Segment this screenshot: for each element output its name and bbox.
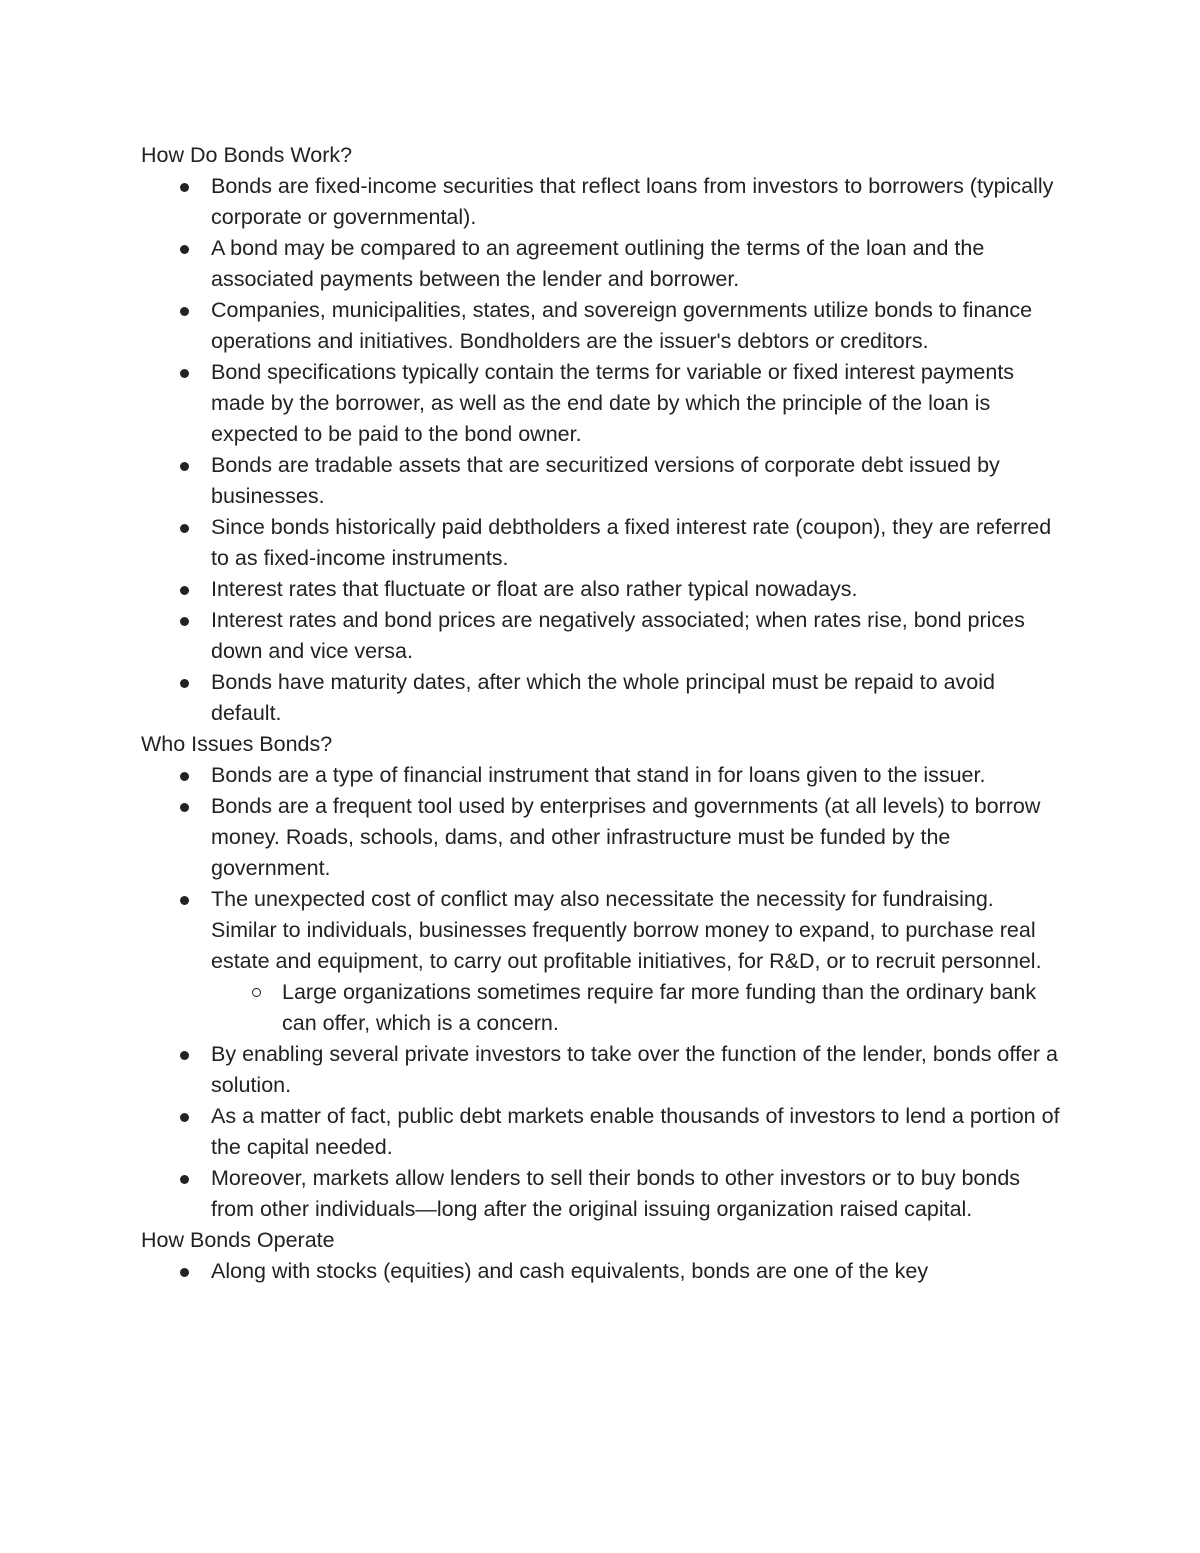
- list-item-text: A bond may be compared to an agreement outlining the terms of the loan and the associated payments between the lender and borrower.: [211, 236, 985, 291]
- list-item: [141, 233, 1061, 295]
- list-item-text: Interest rates that fluctuate or float are also rather typical nowadays.: [211, 577, 858, 601]
- list-item-text: As a matter of fact, public debt markets enable thousands of investors to lend a portion of the capital needed.: [211, 1104, 1060, 1159]
- bullet-dot-icon: [180, 1268, 189, 1277]
- list-item-text: Along with stocks (equities) and cash equivalents, bonds are one of the key: [211, 1259, 929, 1283]
- list-item-text: Since bonds historically paid debtholders a fixed interest rate (coupon), they are referred to as fixed-income instruments.: [211, 515, 1052, 570]
- list-item: [141, 1163, 1061, 1225]
- list-item-text: Bonds are a type of financial instrument that stand in for loans given to the issuer.: [211, 763, 986, 787]
- list-item: [141, 574, 1061, 605]
- bullet-dot-icon: [180, 462, 189, 471]
- bullet-dot-icon: [180, 1175, 189, 1184]
- list-item-text: Companies, municipalities, states, and sovereign governments utilize bonds to finance operations and initiatives. Bondholders are the issuer's debtors or creditors.: [211, 298, 1033, 353]
- list-item: [141, 760, 1061, 791]
- bullet-dot-icon: [180, 1113, 189, 1122]
- bullet-list: [141, 171, 1071, 729]
- bullet-dot-icon: [180, 617, 189, 626]
- bullet-list: [141, 760, 1071, 1225]
- list-item: [141, 357, 1061, 450]
- section-heading-how-do-bonds-work: How Do Bonds Work?: [141, 143, 353, 167]
- bullet-dot-icon: [180, 524, 189, 533]
- list-item-text: The unexpected cost of conflict may also necessitate the necessity for fundraising. Similar to individuals, businesses frequently borrow money to expand, to purchase real estate and equipment, to carry out profitable initiatives, for R&D, or to recruit personnel.: [211, 887, 1042, 973]
- bullet-dot-icon: [180, 369, 189, 378]
- list-item: [141, 1101, 1061, 1163]
- list-item: [141, 295, 1061, 357]
- bullet-list: [141, 1256, 1071, 1287]
- list-item-text: Interest rates and bond prices are negatively associated; when rates rise, bond prices down and vice versa.: [211, 608, 1025, 663]
- bullet-dot-icon: [180, 183, 189, 192]
- document-body: [141, 140, 1071, 1287]
- bullet-dot-icon: [180, 679, 189, 688]
- list-item-text: Bonds are fixed-income securities that reflect loans from investors to borrowers (typically corporate or governmental).: [211, 174, 1054, 229]
- list-item-text: Bonds are a frequent tool used by enterprises and governments (at all levels) to borrow money. Roads, schools, dams, and other infrastructure must be funded by the government.: [211, 794, 1041, 880]
- list-item: [141, 884, 1061, 1039]
- list-item-text: By enabling several private investors to take over the function of the lender, bonds offer a solution.: [211, 1042, 1058, 1097]
- hollow-bullet-icon: [252, 988, 261, 997]
- list-item: [141, 171, 1061, 233]
- section-heading-who-issues-bonds: Who Issues Bonds?: [141, 732, 333, 756]
- list-item: [141, 1256, 1061, 1287]
- list-item-text: Moreover, markets allow lenders to sell their bonds to other investors or to buy bonds from other individuals—long after the original issuing organization raised capital.: [211, 1166, 1021, 1221]
- section-heading-how-bonds-operate: How Bonds Operate: [141, 1228, 335, 1252]
- list-item-text: Bond specifications typically contain the terms for variable or fixed interest payments made by the borrower, as well as the end date by which the principle of the loan is expected to be paid to the bond owner.: [211, 360, 1015, 446]
- sub-list-item: [211, 977, 1061, 1039]
- bullet-dot-icon: [180, 245, 189, 254]
- list-item: [141, 512, 1061, 574]
- list-item: [141, 1039, 1061, 1101]
- list-item: [141, 791, 1061, 884]
- list-item: [141, 667, 1061, 729]
- list-item-text: Bonds are tradable assets that are securitized versions of corporate debt issued by businesses.: [211, 453, 1000, 508]
- bullet-dot-icon: [180, 772, 189, 781]
- bullet-dot-icon: [180, 1051, 189, 1060]
- bullet-dot-icon: [180, 803, 189, 812]
- bullet-dot-icon: [180, 586, 189, 595]
- list-item: [141, 450, 1061, 512]
- list-item: [141, 605, 1061, 667]
- bullet-dot-icon: [180, 307, 189, 316]
- bullet-dot-icon: [180, 896, 189, 905]
- list-item-text: Bonds have maturity dates, after which the whole principal must be repaid to avoid default.: [211, 670, 995, 725]
- sub-list-item-text: Large organizations sometimes require far more funding than the ordinary bank can offer, which is a concern.: [282, 980, 1037, 1035]
- sub-bullet-list: [211, 977, 1061, 1039]
